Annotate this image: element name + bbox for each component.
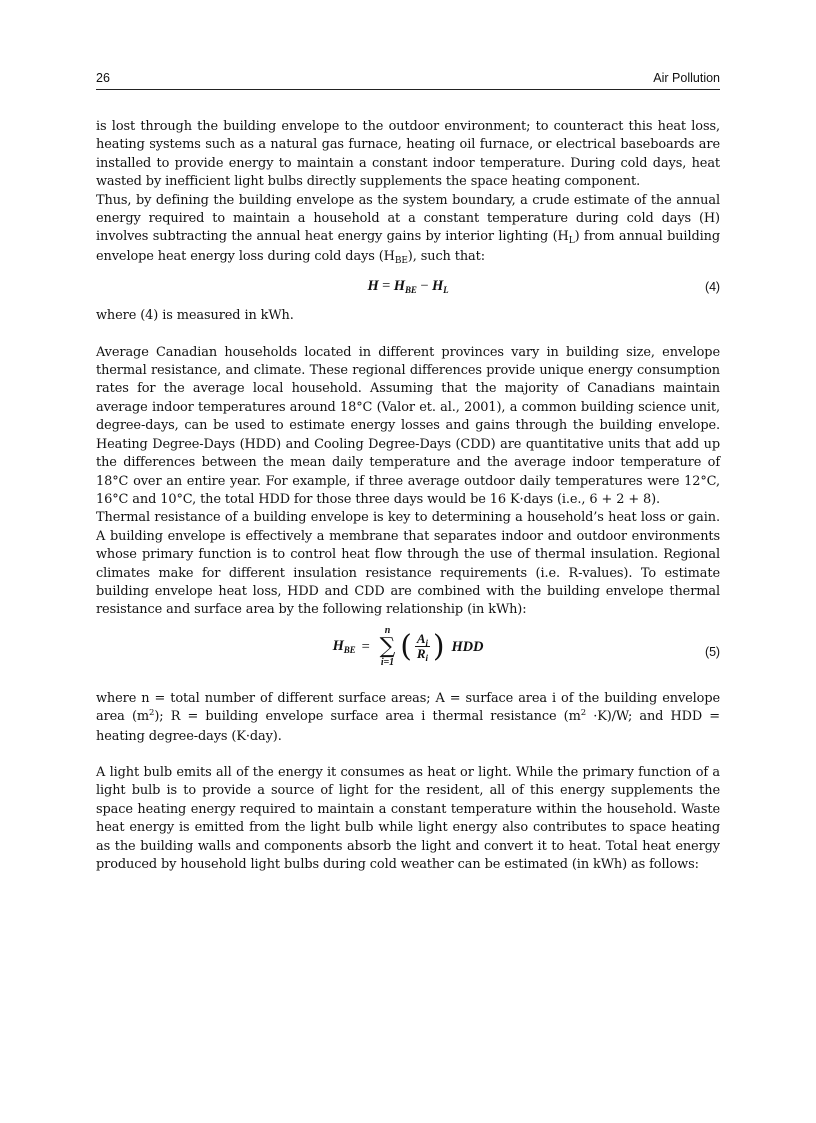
paragraph-degree-days: Average Canadian households located in different provinces vary in building size, envelope thermal resistance, and climate. These regional differences provide unique energy consumption rates for the average local household. Assuming that the majority of Canadians maintain average indoor temperatures around 18°C (Valor et. al., 2001), a common building science unit, degree-days, can be used to estimate energy losses and gains through the building envelope. Heating Degree-Days (HDD) and Cooling Degree-Days (CDD) are quantitative units that add up the differences between the mean daily temperature and the average indoor temperature of 18°C over an entire year. For example, if three average outdoor daily temperatures were 12°C, 16°C and 10°C, the total HDD for those three days would be 16 K·days (i.e., 6 + 2 + 8). bbox=[96, 344, 720, 507]
paragraph-text: ) from annual building envelope heat energy loss during cold days (H bbox=[96, 229, 720, 264]
eq-subscript: L bbox=[443, 285, 449, 296]
eq-symbol: R bbox=[416, 646, 426, 662]
equation-4-math bbox=[96, 277, 720, 296]
fraction-denominator bbox=[415, 646, 430, 664]
sum-lower-limit: i=1 bbox=[380, 656, 395, 668]
eq-symbol: H bbox=[393, 278, 405, 295]
equation-number: (5) bbox=[705, 644, 720, 659]
book-title: Air Pollution bbox=[653, 71, 720, 85]
eq-symbol: H bbox=[367, 278, 379, 295]
subscript: L bbox=[568, 236, 575, 247]
paren-close: ) bbox=[432, 628, 445, 664]
equation-number: (4) bbox=[705, 280, 720, 295]
equation-4 bbox=[96, 267, 720, 307]
paragraph-text: ); R = building envelope surface area i thermal resistance (m bbox=[154, 709, 581, 725]
paragraph-units-note: where (4) is measured in kWh. bbox=[96, 308, 294, 324]
eq-subscript: i bbox=[425, 637, 428, 648]
paragraph-heat-loss: is lost through the building envelope to the outdoor environment; to counteract this heat loss, heating systems such as a natural gas furnace, heating oil furnace, or electrical baseboards are installed to provide energy to maintain a constant indoor temperature. During cold days, heat wasted by inefficient light bulbs directly supplements the space heating component. bbox=[96, 119, 720, 190]
paragraph-text: where n = total number of different surface areas; A = surface area i of the building envelope area (m bbox=[96, 690, 720, 725]
eq-operator: = bbox=[361, 638, 370, 655]
eq-symbol: H bbox=[332, 638, 344, 655]
fraction bbox=[415, 632, 430, 662]
eq-rhs: HDD bbox=[451, 638, 484, 655]
eq-operator: = bbox=[378, 278, 394, 295]
eq-subscript: BE bbox=[343, 645, 356, 656]
superscript: 2 bbox=[149, 708, 155, 719]
paragraph-text: ), such that: bbox=[407, 248, 485, 264]
paragraph-light-bulb: A light bulb emits all of the energy it consumes as heat or light. While the primary function of a light bulb is to provide a source of light for the resident, all of this energy supplements the space heating energy required to maintain a constant temperature within the household. Waste heat energy is emitted from the light bulb while light energy also contributes to space heating as the building walls and components absorb the light and convert it to heat. Total heat energy produced by household light bulbs during cold weather can be estimated (in kWh) as follows: bbox=[96, 764, 720, 872]
paragraph-text: ·K)/W; and HDD = heating degree-days (K·day). bbox=[96, 709, 721, 744]
subscript: BE bbox=[394, 255, 408, 266]
sum-upper-limit: n bbox=[384, 624, 391, 636]
superscript: 2 bbox=[580, 708, 587, 719]
sigma-symbol: ∑ bbox=[379, 633, 396, 659]
paren-open: ( bbox=[400, 628, 412, 664]
paragraph-variable-definitions bbox=[96, 690, 720, 746]
page-number: 26 bbox=[96, 71, 110, 85]
eq-symbol: A bbox=[416, 630, 426, 646]
eq-operator: − bbox=[416, 278, 432, 295]
running-header bbox=[96, 71, 720, 90]
paragraph-text: Thus, by defining the building envelope as the system boundary, a crude estimate of the annual energy required to maintain a household at a constant temperature during cold days (H) involves subtracting the annual heat energy gains by interior lighting (H bbox=[96, 192, 720, 245]
paragraph-thermal-resistance: Thermal resistance of a building envelope is key to determining a household’s heat loss or gain. A building envelope is effectively a membrane that separates indoor and outdoor environments whose primary function is to control heat flow through the use of thermal insulation. Regional climates make for different insulation resistance requirements (i.e. R-values). To estimate building envelope heat loss, HDD and CDD are combined with the building envelope thermal resistance and surface area by the following relationship (in kWh): bbox=[96, 510, 720, 618]
paragraph-building-envelope bbox=[96, 192, 720, 268]
eq-lhs bbox=[333, 637, 356, 656]
equation-5 bbox=[96, 620, 720, 690]
page-body bbox=[96, 118, 720, 874]
summation bbox=[380, 626, 396, 668]
equation-5-math bbox=[96, 626, 720, 668]
fraction-numerator bbox=[415, 632, 430, 647]
eq-subscript: i bbox=[425, 653, 428, 664]
eq-subscript: BE bbox=[404, 285, 417, 296]
eq-symbol: H bbox=[431, 278, 444, 295]
